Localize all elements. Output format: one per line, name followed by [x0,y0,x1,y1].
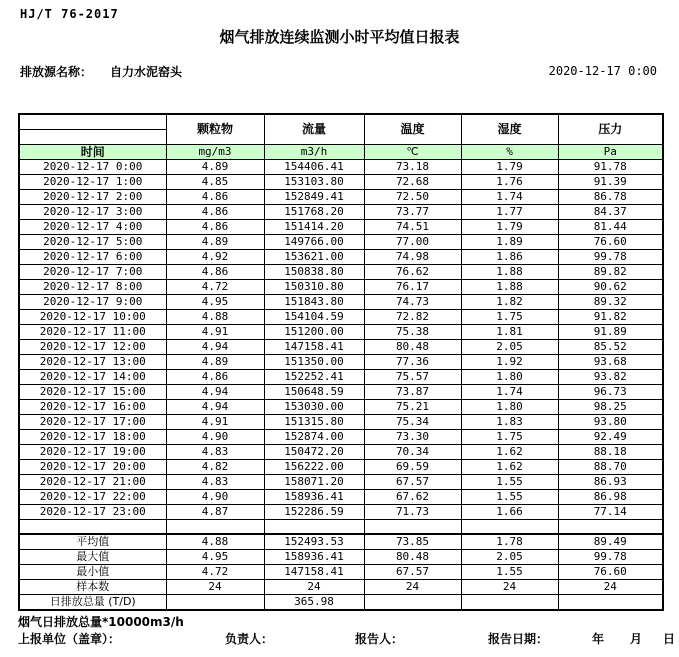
value-cell: 77.36 [364,354,461,369]
value-cell: 1.55 [461,474,558,489]
value-cell: 72.50 [364,189,461,204]
value-cell: 86.98 [558,489,663,504]
value-cell [166,595,264,611]
value-cell: 75.21 [364,399,461,414]
value-cell: 67.57 [364,565,461,580]
value-cell: 80.48 [364,339,461,354]
row-label-cell: 2020-12-17 11:00 [19,324,166,339]
value-cell: 93.68 [558,354,663,369]
row-label-cell: 2020-12-17 15:00 [19,384,166,399]
value-cell: 1.74 [461,189,558,204]
row-label-cell: 2020-12-17 2:00 [19,189,166,204]
value-cell: 4.83 [166,444,264,459]
value-cell: 151350.00 [264,354,364,369]
summary-row [19,595,663,611]
value-cell: 24 [558,580,663,595]
value-cell: 1.55 [461,565,558,580]
row-label-cell: 2020-12-17 10:00 [19,309,166,324]
value-cell: 1.86 [461,249,558,264]
value-cell: 365.98 [264,595,364,611]
hour-data-row [19,234,663,249]
value-cell: 153030.00 [264,399,364,414]
standard-code: HJ/T 76-2017 [20,7,119,21]
value-cell: 149766.00 [264,234,364,249]
value-cell: 152286.59 [264,504,364,519]
row-label-cell: 2020-12-17 18:00 [19,429,166,444]
hour-data-row [19,309,663,324]
value-cell: 24 [264,580,364,595]
value-cell: 1.77 [461,204,558,219]
value-cell: 4.82 [166,459,264,474]
column-header-flow: 流量 [264,114,364,144]
value-cell: 73.30 [364,429,461,444]
value-cell: 1.66 [461,504,558,519]
value-cell: 93.82 [558,369,663,384]
value-cell: 99.78 [558,550,663,565]
value-cell: 4.72 [166,279,264,294]
value-cell: 154406.41 [264,159,364,174]
value-cell: 89.32 [558,294,663,309]
table-body [19,159,663,610]
value-cell: 67.62 [364,489,461,504]
hour-data-row [19,339,663,354]
value-cell: 150648.59 [264,384,364,399]
value-cell: 4.86 [166,204,264,219]
unit-particulate: mg/m3 [166,144,264,159]
value-cell: 1.62 [461,444,558,459]
value-cell: 70.34 [364,444,461,459]
value-cell: 4.95 [166,550,264,565]
column-header-particulate: 颗粒物 [166,114,264,144]
value-cell [264,519,364,534]
value-cell: 77.00 [364,234,461,249]
report-date-label: 报告日期： [488,632,549,646]
value-cell [364,595,461,611]
row-label-cell: 2020-12-17 13:00 [19,354,166,369]
value-cell: 88.18 [558,444,663,459]
value-cell: 77.14 [558,504,663,519]
row-label-cell: 2020-12-17 0:00 [19,159,166,174]
value-cell: 1.88 [461,279,558,294]
value-cell: 73.18 [364,159,461,174]
value-cell: 151200.00 [264,324,364,339]
value-cell: 153621.00 [264,249,364,264]
value-cell: 93.80 [558,414,663,429]
value-cell: 1.88 [461,264,558,279]
value-cell: 89.82 [558,264,663,279]
value-cell: 4.87 [166,504,264,519]
unit-pressure: Pa [558,144,663,159]
value-cell: 4.90 [166,429,264,444]
value-cell: 89.49 [558,534,663,550]
value-cell: 1.82 [461,294,558,309]
value-cell: 156222.00 [264,459,364,474]
unit-flow: m3/h [264,144,364,159]
reporter-label: 报告人： [355,632,404,646]
value-cell: 4.95 [166,294,264,309]
value-cell: 67.57 [364,474,461,489]
value-cell: 150472.20 [264,444,364,459]
row-label-cell: 2020-12-17 3:00 [19,204,166,219]
hour-data-row [19,159,663,174]
value-cell: 152493.53 [264,534,364,550]
value-cell: 152849.41 [264,189,364,204]
hour-data-row [19,414,663,429]
value-cell: 92.49 [558,429,663,444]
value-cell: 151315.80 [264,414,364,429]
value-cell: 4.94 [166,384,264,399]
value-cell: 76.62 [364,264,461,279]
source-label: 排放源名称： [20,65,93,79]
value-cell: 73.87 [364,384,461,399]
value-cell: 84.37 [558,204,663,219]
month-label: 月 [630,632,643,646]
value-cell: 150838.80 [264,264,364,279]
value-cell: 81.44 [558,219,663,234]
row-label-cell: 平均值 [19,534,166,550]
value-cell: 154104.59 [264,309,364,324]
value-cell: 86.93 [558,474,663,489]
value-cell: 4.90 [166,489,264,504]
row-label-cell: 2020-12-17 6:00 [19,249,166,264]
value-cell: 74.51 [364,219,461,234]
value-cell: 1.89 [461,234,558,249]
value-cell: 4.72 [166,565,264,580]
hour-data-row [19,459,663,474]
value-cell: 4.86 [166,264,264,279]
value-cell: 91.89 [558,324,663,339]
value-cell: 1.80 [461,399,558,414]
hour-data-row [19,429,663,444]
value-cell: 152252.41 [264,369,364,384]
value-cell: 1.75 [461,429,558,444]
value-cell: 75.34 [364,414,461,429]
value-cell: 4.86 [166,219,264,234]
year-label: 年 [592,632,605,646]
hour-data-row [19,249,663,264]
value-cell: 4.92 [166,249,264,264]
hour-data-row [19,324,663,339]
time-header-blank-top [19,114,166,129]
value-cell: 4.89 [166,354,264,369]
value-cell: 150310.80 [264,279,364,294]
value-cell: 98.25 [558,399,663,414]
row-label-cell: 2020-12-17 21:00 [19,474,166,489]
column-header-humidity: 湿度 [461,114,558,144]
time-header-blank-bottom [19,129,166,144]
value-cell: 96.73 [558,384,663,399]
value-cell: 99.78 [558,249,663,264]
data-table [18,113,664,611]
value-cell: 72.82 [364,309,461,324]
row-label-cell: 2020-12-17 19:00 [19,444,166,459]
value-cell: 86.78 [558,189,663,204]
row-label-cell: 2020-12-17 16:00 [19,399,166,414]
hour-data-row [19,279,663,294]
unit-humidity: % [461,144,558,159]
value-cell: 158936.41 [264,550,364,565]
hour-data-row [19,219,663,234]
hour-data-row [19,189,663,204]
value-cell: 1.62 [461,459,558,474]
row-label-cell: 2020-12-17 14:00 [19,369,166,384]
value-cell: 4.89 [166,234,264,249]
reporting-unit-label: 上报单位（盖章）： [18,632,121,646]
footer-note: 烟气日排放总量*10000m3/h [18,615,184,629]
value-cell [364,519,461,534]
value-cell: 1.92 [461,354,558,369]
value-cell [558,519,663,534]
value-cell: 74.98 [364,249,461,264]
row-label-cell: 2020-12-17 20:00 [19,459,166,474]
summary-row [19,580,663,595]
value-cell: 2.05 [461,339,558,354]
page-title: 烟气排放连续监测小时平均值日报表 [219,28,460,46]
hour-data-row [19,369,663,384]
value-cell: 24 [166,580,264,595]
hour-data-row [19,504,663,519]
value-cell: 4.86 [166,189,264,204]
time-header: 时间 [19,144,166,159]
value-cell: 4.86 [166,369,264,384]
value-cell: 4.91 [166,324,264,339]
row-label-cell: 2020-12-17 9:00 [19,294,166,309]
responsible-person-label: 负责人： [225,632,274,646]
source-line [20,63,182,80]
value-cell: 4.88 [166,534,264,550]
value-cell: 1.80 [461,369,558,384]
value-cell: 152874.00 [264,429,364,444]
value-cell: 91.82 [558,309,663,324]
hour-data-row [19,384,663,399]
value-cell: 1.79 [461,219,558,234]
value-cell: 1.74 [461,384,558,399]
hour-data-row [19,264,663,279]
value-cell: 91.39 [558,174,663,189]
value-cell [461,595,558,611]
report-datetime: 2020-12-17 0:00 [548,64,657,78]
summary-row [19,565,663,580]
value-cell: 1.55 [461,489,558,504]
value-cell: 4.89 [166,159,264,174]
hour-data-row [19,354,663,369]
value-cell: 158936.41 [264,489,364,504]
unit-row [19,144,663,159]
row-label-cell: 2020-12-17 22:00 [19,489,166,504]
hour-data-row [19,444,663,459]
value-cell: 85.52 [558,339,663,354]
value-cell [461,519,558,534]
summary-row [19,550,663,565]
value-cell: 90.62 [558,279,663,294]
value-cell: 4.94 [166,399,264,414]
value-cell: 1.76 [461,174,558,189]
value-cell: 91.78 [558,159,663,174]
signature-row [0,630,679,648]
row-label-cell: 最大值 [19,550,166,565]
value-cell: 1.78 [461,534,558,550]
source-name: 自力水泥窑头 [110,65,183,79]
row-label-cell: 2020-12-17 12:00 [19,339,166,354]
value-cell: 147158.41 [264,339,364,354]
value-cell: 72.68 [364,174,461,189]
value-cell: 1.79 [461,159,558,174]
value-cell: 1.81 [461,324,558,339]
hour-data-row [19,294,663,309]
row-label-cell: 2020-12-17 5:00 [19,234,166,249]
hour-data-row [19,174,663,189]
spacer-row [19,519,663,534]
hour-data-row [19,204,663,219]
hour-data-row [19,399,663,414]
value-cell: 4.88 [166,309,264,324]
value-cell: 76.60 [558,565,663,580]
value-cell: 151768.20 [264,204,364,219]
value-cell: 75.38 [364,324,461,339]
value-cell: 73.77 [364,204,461,219]
summary-row [19,534,663,550]
value-cell: 4.91 [166,414,264,429]
row-label-cell: 样本数 [19,580,166,595]
row-label-cell: 2020-12-17 1:00 [19,174,166,189]
row-label-cell: 最小值 [19,565,166,580]
row-label-cell: 2020-12-17 7:00 [19,264,166,279]
column-header-temperature: 温度 [364,114,461,144]
row-label-cell [19,519,166,534]
value-cell: 76.60 [558,234,663,249]
value-cell: 1.83 [461,414,558,429]
column-header-pressure: 压力 [558,114,663,144]
row-label-cell: 2020-12-17 8:00 [19,279,166,294]
value-cell: 88.70 [558,459,663,474]
value-cell: 2.05 [461,550,558,565]
value-cell: 151843.80 [264,294,364,309]
value-cell: 74.73 [364,294,461,309]
table-header [19,114,663,159]
value-cell: 158071.20 [264,474,364,489]
value-cell: 153103.80 [264,174,364,189]
value-cell: 1.75 [461,309,558,324]
value-cell: 75.57 [364,369,461,384]
value-cell: 24 [461,580,558,595]
value-cell: 147158.41 [264,565,364,580]
day-label: 日 [663,632,676,646]
row-label-cell: 2020-12-17 4:00 [19,219,166,234]
column-name-row [19,114,663,129]
value-cell [558,595,663,611]
unit-temperature: ℃ [364,144,461,159]
value-cell: 4.85 [166,174,264,189]
value-cell: 24 [364,580,461,595]
hour-data-row [19,474,663,489]
value-cell: 80.48 [364,550,461,565]
value-cell: 69.59 [364,459,461,474]
value-cell: 151414.20 [264,219,364,234]
value-cell: 71.73 [364,504,461,519]
value-cell: 76.17 [364,279,461,294]
value-cell [166,519,264,534]
value-cell: 4.83 [166,474,264,489]
value-cell: 4.94 [166,339,264,354]
row-label-cell: 日排放总量 (T/D) [19,595,166,611]
value-cell: 73.85 [364,534,461,550]
hour-data-row [19,489,663,504]
row-label-cell: 2020-12-17 23:00 [19,504,166,519]
row-label-cell: 2020-12-17 17:00 [19,414,166,429]
